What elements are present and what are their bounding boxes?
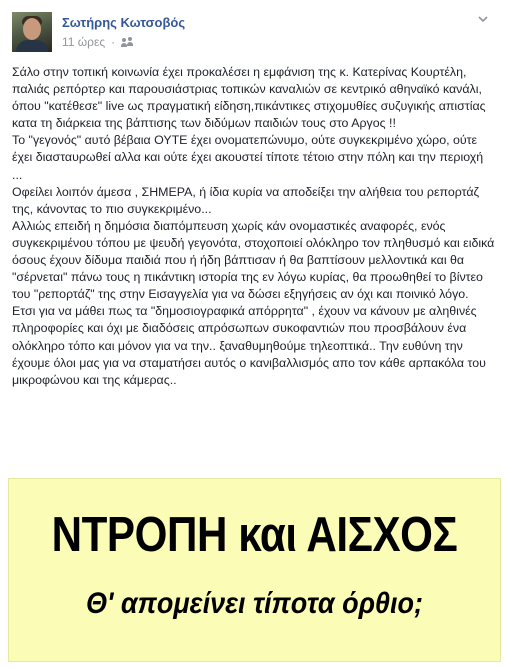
post-paragraph: Οφείλει λοιπόν άμεσα , ΣΗΜΕΡΑ, ή ίδια κυρία να αποδείξει την αλήθεια του ρεπορτάζ της, κάνοντας το πιο συγκεκριμένο... [12,184,479,216]
post-paragraph: Το "γεγονός" αυτό βέβαια ΟΥΤΕ έχει ονοματεπώνυμο, ούτε συγκεκριμένο χώρο, ούτε έχει διασταυρωθεί αλλα και ούτε έχει ακουστεί τίποτε τέτοιο στην πόλη και την περιοχή ... [12,133,484,182]
avatar[interactable] [12,12,52,52]
post-meta [62,35,133,49]
post-paragraph: Αλλιώς επειδή η δημόσια διαπόμπευση χωρίς κάν ονομαστικές αναφορές, ενός συγκεκριμένου τόπου με ψευδή γεγονότα, στοχοποιεί ολόκληρο τον πληθυσμό και ειδικά όσους έχουν δίδυμα παιδιά που ή ήδη βάπτισαν ή θα βαπτίσουν μελλοντικά και θα "σέρνεται" πάνω τους η πικάντικη ιστορία της εν λόγω κυρίας, θα προωθηθεί το βίντεο του "ρεπορτάζ" της στην Εισαγγελία για να δώσει εξηγήσεις αν όχι και ποινικό λόγο. Ετσι για να μάθει πως τα "δημοσιογραφικά απόρρητα" , έχουν να κάνουν με αληθινές πληροφορίες και όχι με διαδόσεις απρόσωπων συκοφαντιών που προσβάλουν ένα ολόκληρο τόπο και μόνον για να την.. ξαναθυμηθούμε τηλεοπτικά.. Την ευθύνη την έχουμε όλοι μας για να σταματήσει αυτός ο κανιβαλλισμός απο τον κάθε αρπακόλα του μικροφώνου και της κάμερας.. [12,218,495,387]
post-timestamp[interactable]: 11 ώρες [62,35,106,49]
post-paragraph: Σάλο στην τοπική κοινωνία έχει προκαλέσει η εμφάνιση της κ. Κατερίνας Κουρτέλη, παλιάς ρεπόρτερ και παρουσιάστριας τοπικών καναλιών σε κεντρικό αθηναϊκό κανάλι, όπου "κατέθεσε" live ως πραγματική είδηση,πικάντικες στιχομυθίες συζυγικής απιστίας κατα τη διάρκεια της βάπτισης των διδύμων παιδιών τους στο Αργος !! [12,65,486,131]
author-name[interactable]: Σωτήρης Κωτσοβός [62,15,186,30]
post-body [12,64,495,389]
post-image-banner[interactable] [8,478,501,662]
post-header [12,12,492,56]
banner-subtitle: Θ' απομείνει τίποτα όρθιο; [86,587,423,620]
friends-icon[interactable] [121,37,133,47]
meta-separator: · [111,35,116,49]
chevron-down-icon[interactable] [478,14,488,24]
banner-title: ΝΤΡΟΠΗ και ΑΙΣΧΟΣ [51,508,458,562]
